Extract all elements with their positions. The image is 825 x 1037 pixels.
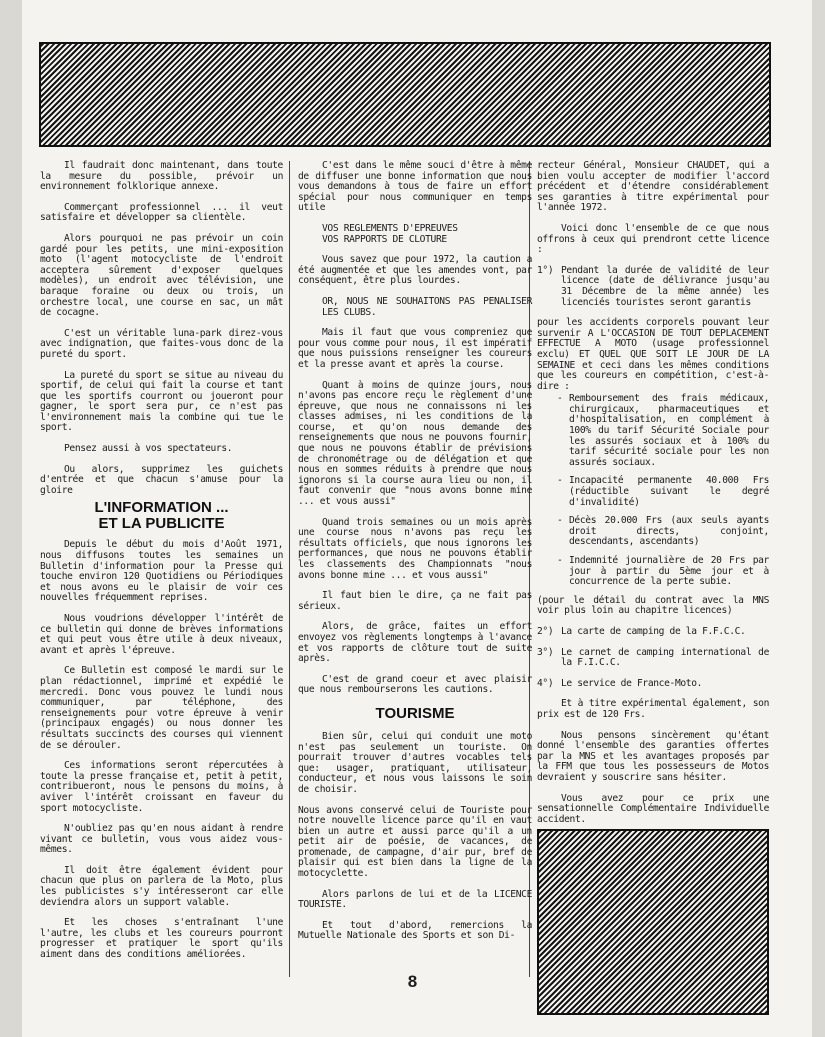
paragraph: Quant à moins de quinze jours, nous n'avons pas encore reçu le règlement d'une épreuve, que nous ne connaissons ni les classes admises, ni les conditions de la course, et qu'on nous demande des renseignements que nous ne pouvons fournir, que nous ne pouvons établir de prévisions de chronométrage ou de délégation et que nous en sommes réduits à prendre que nous ignorons si la course aura lieu ou non, il faut convenir que "nous avons bonne mine ... et vous aussi" <box>298 379 532 508</box>
column-rule <box>289 161 290 977</box>
paragraph: Et tout d'abord, remercions la Mutuelle Nationale des Sports et son Di- <box>298 919 532 942</box>
paragraph: Ce Bulletin est composé le mardi sur le plan rédactionnel, imprimé et expédié le mercredi. Donc vous pouvez le lundi nous communiquer, par téléphone, des renseignements pour votre épreuve à venir (principaux engagés) ou nous donner les résultats succincts des courses qui viennent de se dérouler. <box>40 665 283 751</box>
bullet-item <box>557 516 769 548</box>
paragraph: Vous savez que pour 1972, la caution a été augmentée et que les amendes vont, par conséquent, être plus lourdes. <box>298 254 532 287</box>
paragraph: La pureté du sport se situe au niveau du sportif, de celui qui fait la course et tant que les sportifs courront ou joueront pour gagner, le sport sera pur, ce n'est pas l'environnement mais la combine qui tue le sport. <box>40 369 283 434</box>
paragraph: C'est de grand coeur et avec plaisir que nous rembourserons les cautions. <box>298 673 532 696</box>
column-3 <box>537 161 769 973</box>
item-number: 1°) <box>537 264 554 276</box>
bullet-item <box>557 556 769 588</box>
paragraph: Pensez aussi à vos spectateurs. <box>64 443 233 455</box>
paragraph: Ces informations seront répercutées à toute la presse française et, petit à petit, contribueront, nous le pensons du moins, à aviver l'intérêt croissant en faveur du sport motocycliste. <box>40 760 283 814</box>
paragraph: Alors parlons de lui et de la LICENCE TOURISTE. <box>298 888 532 911</box>
paragraph: Ou alors, supprimez les guichets d'entrée et que chacun s'amuse pour la gloire <box>40 463 283 496</box>
paragraph: Voici donc l'ensemble de ce que nous offrons à ceux qui prendront cette licence : <box>537 222 769 256</box>
heading-line: L'INFORMATION ... <box>94 499 229 517</box>
paragraph: Il faut bien le dire, ça ne fait pas sérieux. <box>298 590 532 612</box>
paragraph: pour les accidents corporels pouvant leur survenir A L'OCCASION DE TOUT DEPLACEMENT EFFECTUE A MOTO (usage professionnel exclu) ET QUEL QUE SOIT LE JOUR DE LA SEMAINE et ceci dans les mêmes conditions que les coureurs en compétition, c'est-à-dire : <box>537 317 769 392</box>
paragraph: Bien sûr, celui qui conduit une moto n'est pas seulement un touriste. On pourrait trouver d'autres vocables tels que: usager, pratiquant, utilisateur, conducteur, et nous vous laissons le soin de choisir. <box>298 730 532 795</box>
item-number: 3°) <box>537 646 554 658</box>
section-heading-information <box>40 500 283 532</box>
item-number: 4°) <box>537 677 554 689</box>
item-text: Pendant la durée de validité de leur licence (date de délivrance jusqu'au 31 Décembre de la même année) les licenciés touristes seront garantis <box>561 264 769 308</box>
paragraph: Il faudrait donc maintenant, dans toute la mesure du possible, prévoir un environnement folklorique annexe. <box>40 160 283 193</box>
item-text: La carte de camping de la F.F.C.C. <box>561 625 746 637</box>
dash-marker: - <box>557 475 563 487</box>
item-text: Remboursement des frais médicaux, chirurgicaux, pharmaceutiques et d'hospitalisation, en complément à 100% du tarif Sécurité Sociale pour les assurés sociaux et à 100% du tarif sécurité sociale pour les non assurés sociaux. <box>569 393 769 468</box>
paragraph: Et les choses s'entraînant l'une l'autre, les clubs et les coureurs pourront progresser et pratiquer le sport qu'ils aiment dans des conditions améliorées. <box>40 917 283 961</box>
paragraph: Il doit être également évident pour chacun que plus on parlera de la Moto, plus les publicistes s'y intéresseront car elle deviendra alors un support valable. <box>40 864 283 908</box>
paragraph: C'est dans le même souci d'être à même de diffuser une bonne information que nous vous demandons à tous de faire un effort spécial pour nous communiquer en temps utile <box>298 160 532 214</box>
paragraph: Nous pensons sincèrement qu'étant donné l'ensemble des garanties offertes par la MNS et les avantages proposés par la FFM que tous les possesseurs de Motos devraient y souscrire sans hésiter. <box>537 729 769 783</box>
numbered-item <box>537 627 769 638</box>
item-text: Décès 20.000 Frs (aux seuls ayants droit directs, conjoint, descendants, ascendants) <box>569 515 769 548</box>
paragraph: Nous voudrions développer l'intérêt de ce bulletin qui donne de brèves informations et qui peut vous être utile à deux niveaux, avant et après l'épreuve. <box>40 613 283 656</box>
paragraph: recteur Général, Monsieur CHAUDET, qui a bien voulu accepter de modifier l'accord précédent et d'étendre considérablement ses garanties à titre expérimental pour l'année 1972. <box>537 160 769 214</box>
decorative-banner <box>39 42 771 147</box>
paragraph: N'oubliez pas qu'en nous aidant à rendre vivant ce bulletin, vous vous aidez vous-mêmes. <box>40 823 283 856</box>
bullet-item <box>557 394 769 468</box>
paragraph: C'est un véritable luna-park direz-vous avec indignation, que faites-vous donc de la pureté du sport. <box>40 327 283 360</box>
paragraph: (pour le détail du contrat avec la MNS voir plus loin au chapitre licences) <box>537 594 769 617</box>
caps-line: VOS RAPPORTS DE CLOTURE <box>322 233 447 245</box>
dash-marker: - <box>557 515 563 527</box>
item-number: 2°) <box>537 625 554 637</box>
paragraph: Vous avez pour ce prix une sensationnelle Complémentaire Individuelle accident. <box>537 792 769 825</box>
paragraph: Quand trois semaines ou un mois après une course nous n'avons pas reçu les résultats officiels, que nous ignorons les performances, que nous ne pouvons établir les classements des Championnats "nous avons bonne mine ... et vous aussi" <box>298 516 532 581</box>
numbered-item <box>537 266 769 308</box>
item-text: Indemnité journalière de 20 Frs par jour à partir du 5ème jour et à concurrence de la perte subie. <box>569 555 769 588</box>
caps-line: OR, NOUS NE SOUHAITONS PAS PENALISER LES CLUBS. <box>322 295 532 318</box>
item-text: Le service de France-Moto. <box>561 677 703 689</box>
item-text: Incapacité permanente 40.000 Frs (réductible suivant le degré d'invalidité) <box>569 475 769 508</box>
paragraph: Depuis le début du mois d'Août 1971, nous diffusons toutes les semaines un Bulletin d'information pour la Presse qui touche environ 120 Quotidiens ou Périodiques et nous avons eu le plaisir de voir ces nouvelles fréquemment reprises. <box>40 539 283 604</box>
paragraph: Et à titre expérimental également, son prix est de 120 Frs. <box>537 698 769 720</box>
caps-line: VOS REGLEMENTS D'EPREUVES <box>322 222 458 234</box>
bullet-item <box>557 476 769 508</box>
page-number: 8 <box>407 972 418 991</box>
dash-marker: - <box>557 393 563 405</box>
column-1 <box>40 161 283 973</box>
heading-line: ET LA PUBLICITE <box>98 515 225 533</box>
paragraph: Mais il faut que vous compreniez que pour vous comme pour nous, il est impératif que nous puissions renseigner les coureurs et la presse avant et après la course. <box>298 327 532 370</box>
item-text: Le carnet de camping international de la F.I.C.C. <box>561 646 769 669</box>
dash-marker: - <box>557 555 563 566</box>
paragraph: Alors, de grâce, faites un effort envoyez vos règlements longtemps à l'avance et vos rapports de clôture tout de suite après. <box>298 621 532 665</box>
numbered-item <box>537 679 769 690</box>
numbered-item <box>537 648 769 669</box>
paragraph: Alors pourquoi ne pas prévoir un coin gardé pour les petits, une mini-exposition moto (l'agent motocycliste de l'endroit acceptera sûrement d'exposer quelques modèles), un endroit avec télévision, une baraque foraine ou deux ou trois, un orchestre local, une course en sac, un mât de cocagne. <box>40 232 283 319</box>
column-2 <box>298 161 532 973</box>
section-heading-tourisme: TOURISME <box>375 704 455 722</box>
paragraph: Nous avons conservé celui de Touriste pour notre nouvelle licence parce qu'il en vaut bien un autre et aussi parce qu'il a un petit air de poésie, de vacances, de promenade, de campagne, d'air pur, bref de plaisir qui est bien dans la ligne de la motocyclette. <box>298 804 532 880</box>
paragraph: Commerçant professionnel ... il veut satisfaire et développer sa clientèle. <box>40 201 283 224</box>
